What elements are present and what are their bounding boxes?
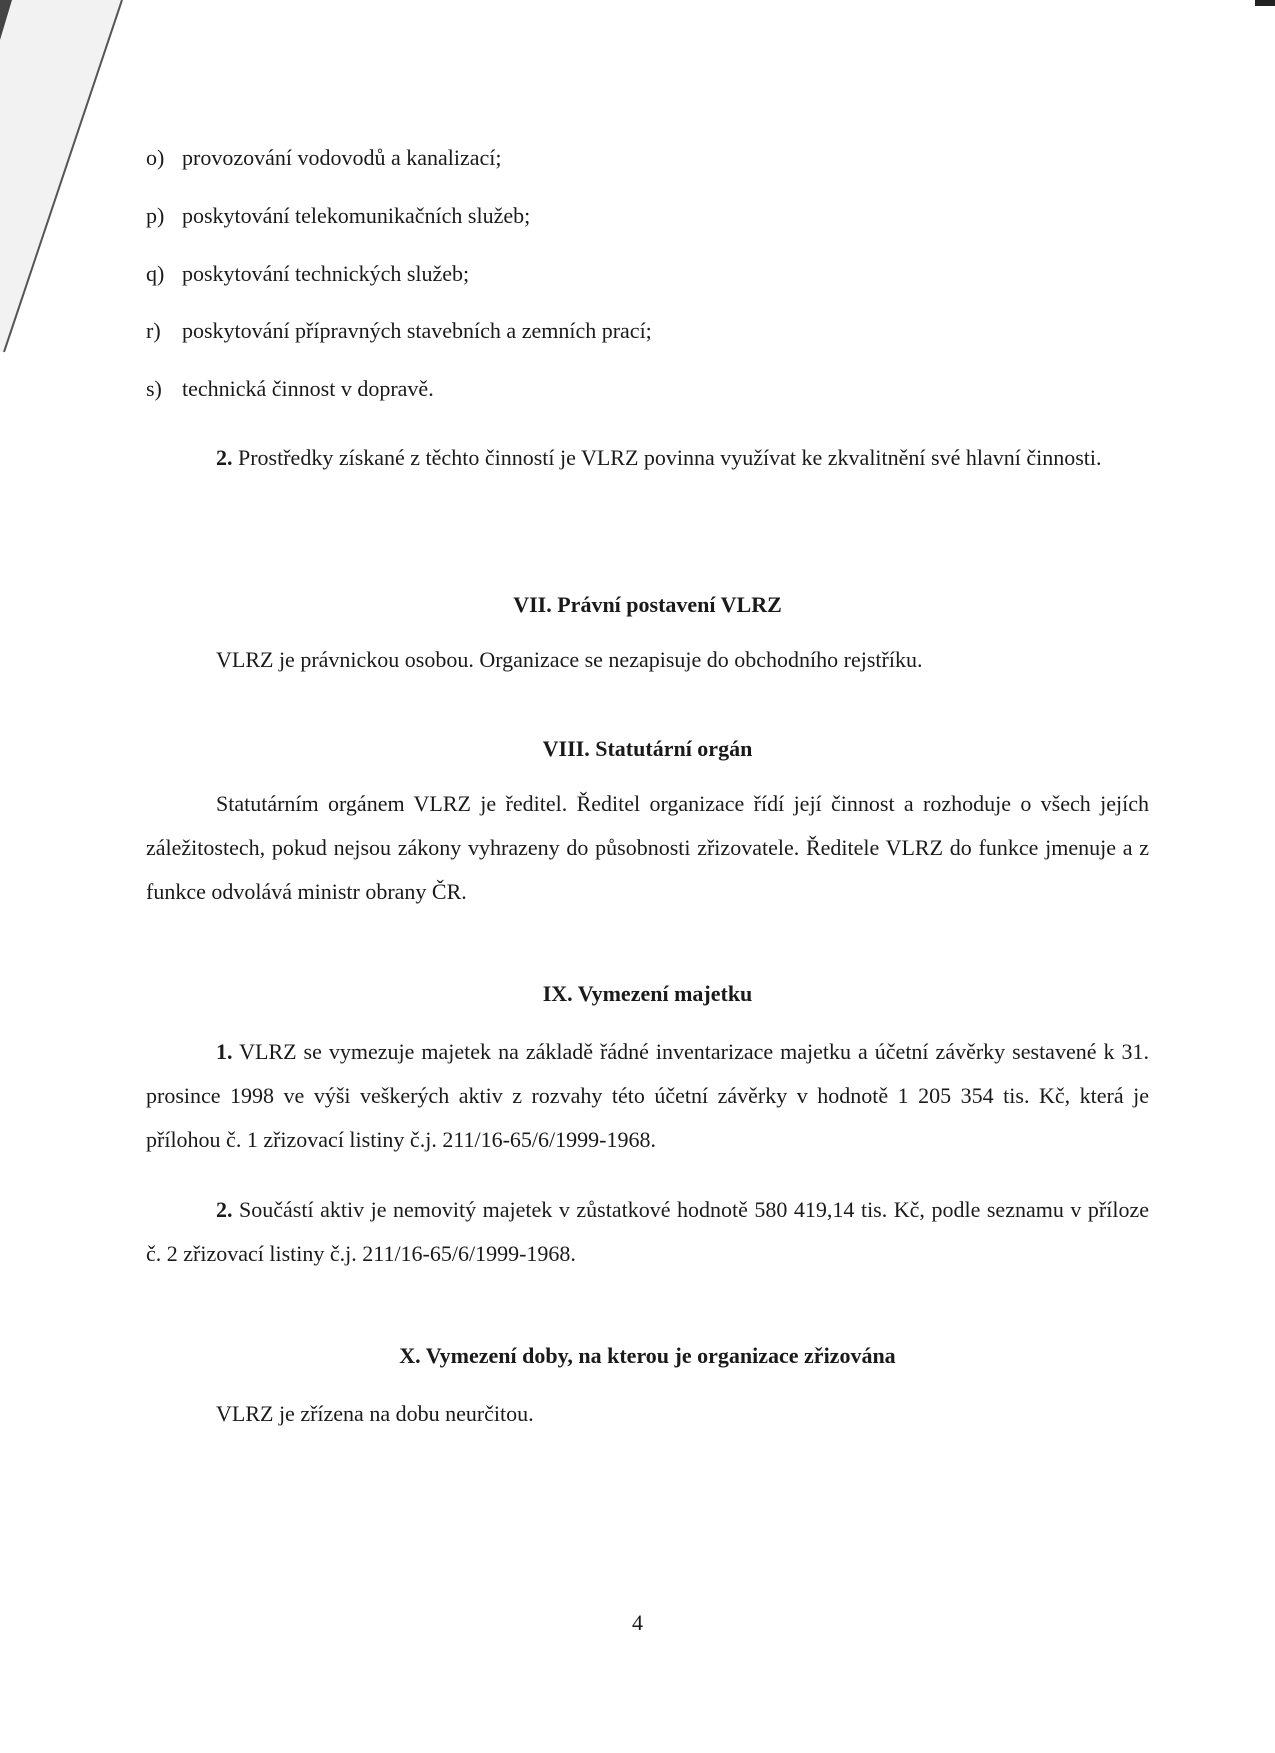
paragraph-text: Statutárním orgánem VLRZ je ředitel. Ředitel organizace řídí její činnost a rozhoduje o všech jejích záležitostech, pokud nejsou zákony vyhrazeny do působnosti zřizovatele. Ředitele VLRZ do funkce jmenuje a z funkce odvolává ministr obrany ČR. [146, 791, 1149, 904]
paragraph-section-ix-1 [146, 1030, 1149, 1162]
paragraph-section-x [146, 1392, 1149, 1436]
list-item-o [146, 144, 502, 172]
paragraph-number: 2. [216, 1197, 233, 1222]
page-number: 4 [632, 1610, 643, 1635]
paragraph-text: VLRZ je právnickou osobou. Organizace se nezapisuje do obchodního rejstříku. [216, 647, 923, 672]
list-text: poskytování telekomunikačních služeb; [182, 203, 531, 228]
paragraph-text: Součástí aktiv je nemovitý majetek v zůstatkové hodnotě 580 419,14 tis. Kč, podle seznamu v příloze č. 2 zřizovací listiny č.j. 211/16-65/6/1999-1968. [146, 1197, 1149, 1266]
list-item-r [146, 317, 652, 345]
paragraph-vi-2 [146, 436, 1149, 480]
list-marker: p) [146, 203, 165, 228]
heading-section-ix: IX. Vymezení majetku [542, 981, 753, 1006]
list-text: provozování vodovodů a kanalizací; [182, 145, 502, 170]
list-marker: o) [146, 145, 165, 170]
list-marker: s) [146, 376, 162, 401]
scan-edge-artifact [0, 0, 130, 360]
paragraph-text: VLRZ je zřízena na dobu neurčitou. [216, 1401, 534, 1426]
paragraph-number: 1. [216, 1039, 233, 1064]
heading-section-vii: VII. Právní postavení VLRZ [513, 592, 782, 617]
list-marker: r) [146, 318, 161, 343]
paragraph-section-viii [146, 782, 1149, 914]
list-text: technická činnost v dopravě. [182, 376, 434, 401]
list-item-p [146, 202, 530, 230]
heading-section-viii: VIII. Statutární orgán [542, 736, 753, 761]
list-text: poskytování technických služeb; [182, 261, 470, 286]
paragraph-number: 2. [216, 445, 233, 470]
paragraph-section-vii [146, 638, 1149, 682]
list-text: poskytování přípravných stavebních a zemních prací; [182, 318, 652, 343]
paragraph-text: Prostředky získané z těchto činností je VLRZ povinna využívat ke zkvalitnění své hlavní činnosti. [232, 445, 1102, 470]
paragraph-text: VLRZ se vymezuje majetek na základě řádné inventarizace majetku a účetní závěrky sestavené k 31. prosince 1998 ve výši veškerých aktiv z rozvahy této účetní závěrky v hodnotě 1 205 354 tis. Kč, která je přílohou č. 1 zřizovací listiny č.j. 211/16-65/6/1999-1968. [146, 1039, 1149, 1152]
heading-section-x: X. Vymezení doby, na kterou je organizace zřizována [399, 1343, 896, 1368]
scan-corner-artifact [1255, 0, 1275, 6]
list-marker: q) [146, 261, 165, 286]
list-item-q [146, 260, 469, 288]
paragraph-section-ix-2 [146, 1188, 1149, 1276]
list-item-s [146, 375, 434, 403]
